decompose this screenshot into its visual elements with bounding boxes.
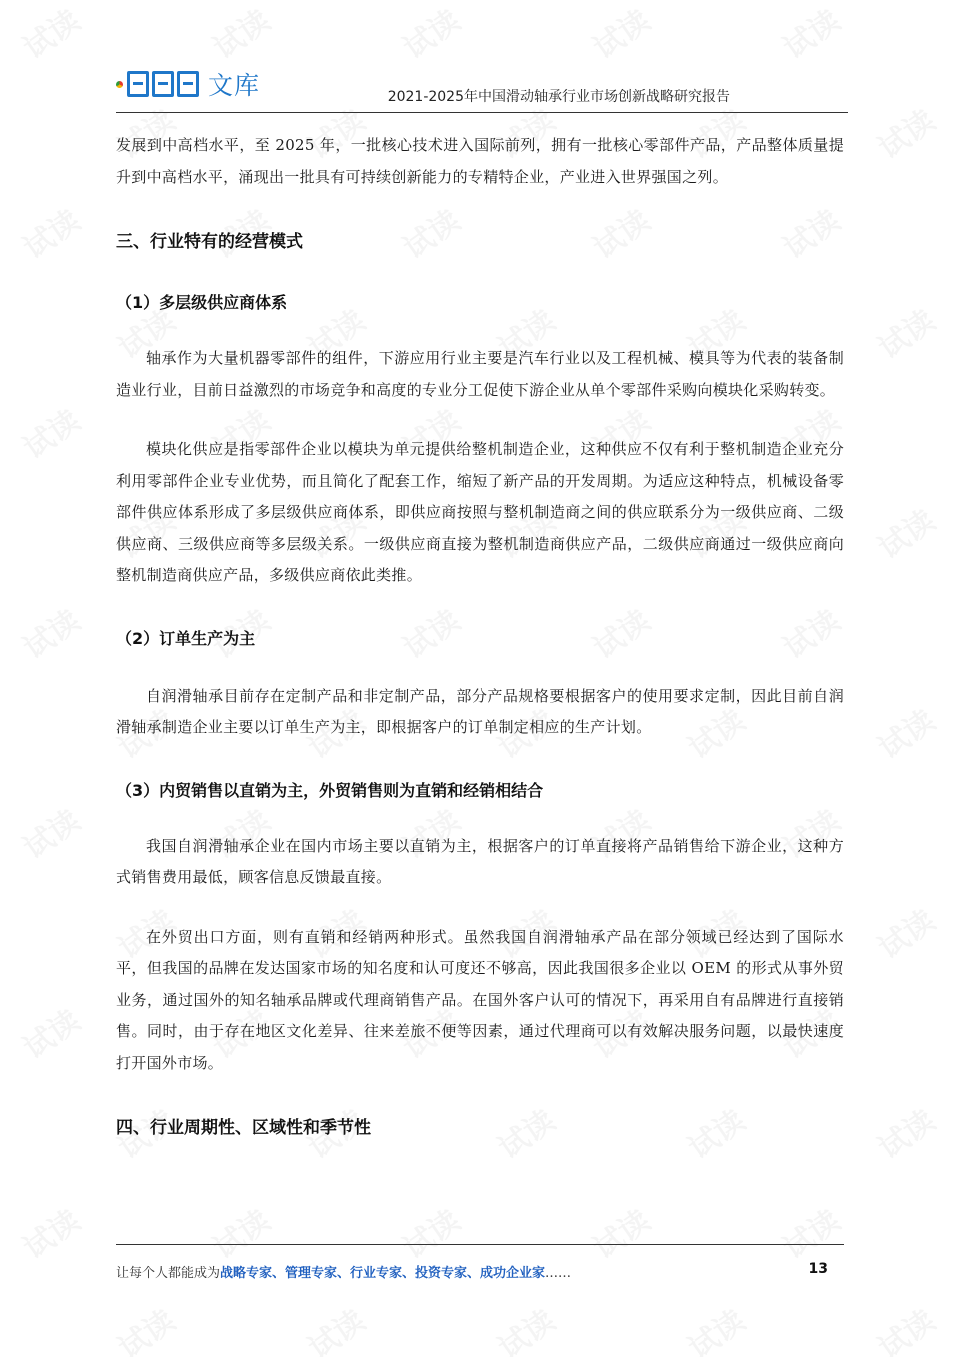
watermark-text (13, 597, 87, 667)
paragraph: 发展到中高档水平，至 2025 年，一批核心技术进入国际前列，拥有一批核心零部件产品，产品整体质量提升到中高档水平，涌现出一批具有可持续创新能力的专精特企业，产业进入世界强国之列。 (116, 136, 844, 186)
report-title: 2021-2025年中国滑动轴承行业市场创新战略研究报告 (387, 89, 730, 105)
watermark-text (203, 1197, 277, 1267)
section-heading: 三、行业特有的经营模式 (116, 232, 303, 252)
subsection-heading: （1）多层级供应商体系 (116, 293, 288, 312)
logo-letter-icon (127, 71, 149, 97)
footer-divider (116, 1244, 844, 1245)
footer-highlight: 战略专家、管理专家、行业专家、投资专家、成功企业家 (220, 1266, 546, 1281)
paragraph: 在外贸出口方面，则有直销和经销两种形式。虽然我国自润滑轴承产品在部分领域已经达到了国际水平，但我国的品牌在发达国家市场的知名度和认可度还不够高，因此我国很多企业以 OEM 的形式从事外贸业务，通过国外的知名轴承品牌或代理商销售产品。在国外客户认可的情况下，再采用自有品牌进行直接销售。同时，由于存在地区文化差异、往来差旅不便等因素，通过代理商可以有效解决服务问题，以最快速度打开国外市场。 (116, 927, 844, 1072)
footer-prefix: 让每个人都能成为 (116, 1266, 221, 1281)
watermark-text (583, 1197, 657, 1267)
logo-letter-icon (177, 71, 199, 97)
watermark-text (13, 997, 87, 1067)
watermark-text (13, 797, 87, 867)
watermark-text (583, 0, 657, 67)
logo-letter-icon (152, 71, 174, 97)
watermark-text (868, 1097, 942, 1167)
watermark-text (868, 497, 942, 567)
subsection-heading: （2）订单生产为主 (116, 628, 256, 648)
page-header (116, 62, 848, 113)
watermark-text (298, 1297, 372, 1357)
watermark-text (13, 0, 87, 67)
logo (116, 68, 260, 100)
subsection-heading: （3）内贸销售以直销为主，外贸销售则为直销和经销相结合 (116, 780, 544, 800)
paragraph: 我国自润滑轴承企业在国内市场主要以直销为主，根据客户的订单直接将产品销售给下游企业，这种方式销售费用最低，顾客信息反馈最直接。 (116, 836, 844, 886)
logo-dot-icon (116, 81, 123, 88)
paragraph: 自润滑轴承目前存在定制产品和非定制产品，部分产品规格要根据客户的使用要求定制，因此目前自润滑轴承制造企业主要以订单生产为主，即根据客户的订单制定相应的生产计划。 (116, 686, 844, 736)
page-content (116, 126, 844, 1138)
watermark-text (868, 1297, 942, 1357)
footer-suffix: …… (545, 1266, 572, 1281)
page-footer (116, 1262, 844, 1280)
watermark-text (488, 1297, 562, 1357)
paragraph: 轴承作为大量机器零部件的组件，下游应用行业主要是汽车行业以及工程机械、模具等为代表的装备制造业行业，目前日益激烈的市场竞争和高度的专业分工促使下游企业从单个零部件采购向模块化采购转变。 (116, 349, 844, 399)
watermark-text (773, 1197, 847, 1267)
watermark-text (868, 297, 942, 367)
paragraph: 模块化供应是指零部件企业以模块为单元提供给整机制造企业，这种供应不仅有利于整机制造企业充分利用零部件企业专业优势，而且简化了配套工作，缩短了新产品的开发周期。为适应这种特点，机械设备零部件供应体系形成了多层级供应商体系，即供应商按照与整机制造商之间的供应联系分为一级供应商、二级供应商、三级供应商等多层级关系。一级供应商直接为整机制造商供应产品，二级供应商通过一级供应商向整机制造商供应产品，多级供应商依此类推。 (116, 440, 844, 584)
watermark-text (868, 697, 942, 767)
watermark-text (678, 1297, 752, 1357)
watermark-text (203, 0, 277, 67)
watermark-text (393, 0, 467, 67)
section-heading: 四、行业周期性、区域性和季节性 (116, 1118, 371, 1138)
watermark-text (773, 0, 847, 67)
watermark-text (108, 1297, 182, 1357)
footer-slogan (116, 1262, 571, 1281)
watermark-text (13, 397, 87, 467)
watermark-text (393, 1197, 467, 1267)
page-number: 13 (808, 1261, 828, 1277)
watermark-text (13, 197, 87, 267)
watermark-text (868, 97, 942, 167)
logo-text: 文库 (208, 71, 261, 100)
watermark-text (868, 897, 942, 967)
watermark-text (13, 1197, 87, 1267)
